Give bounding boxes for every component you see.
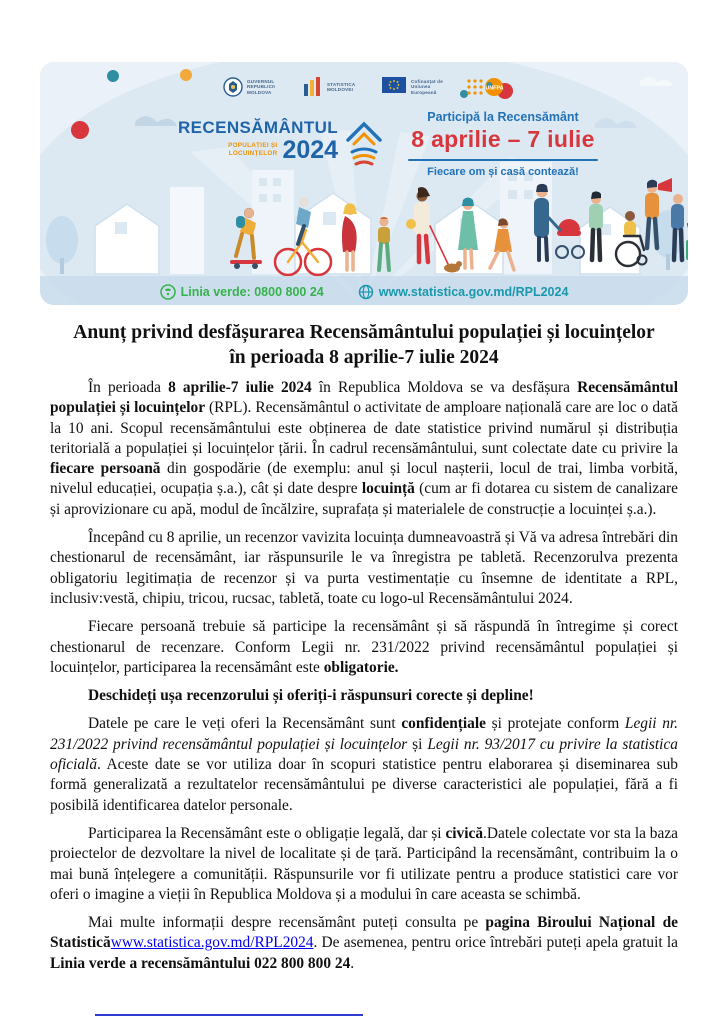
text-run: În perioada (88, 379, 169, 396)
eu-logo-label: Cofinanțat de Uniunea Europeană (411, 79, 443, 95)
government-emblem-icon (223, 77, 243, 97)
text-run: fiecare persoană (50, 460, 161, 478)
announcement-content (50, 320, 678, 974)
text-run: Datele pe care le veți oferi la Recensământ sunt (88, 715, 402, 733)
cta-divider (408, 159, 598, 161)
paragraphs-container (50, 378, 678, 974)
website-text[interactable]: www.statistica.gov.md/RPL2024 (378, 285, 569, 299)
text-run: . Aceste date se vor utiliza doar în scopuri statistice pentru elaborarea și diseminarea sub formă generalizată a rezultatelor recensământului pe diverse caracteristici ale populației, fără a fi posibilă identificarea datelor personale. (50, 756, 678, 814)
text-run: Recensământul populației și locuințelor (50, 379, 678, 417)
eu-flag-icon (381, 76, 407, 98)
paragraph-recenzor (50, 528, 678, 609)
text-run: și (407, 735, 428, 753)
paragraph-informatii (50, 913, 678, 974)
logo-unfpa (465, 76, 505, 98)
cta-date-range: 8 aprilie – 7 iulie (411, 126, 595, 152)
paragraph-indemn (50, 686, 678, 706)
hotline-text: Linia verde: 0800 800 24 (180, 285, 324, 299)
paragraph-confidentialitate (50, 714, 678, 815)
census-logo-title: RECENSĂMÂNTUL (178, 118, 339, 137)
text-run: 8 aprilie-7 iulie 2024 (168, 379, 312, 396)
text-run: Mai multe informații despre recensământ puteți consulta pe (88, 914, 486, 932)
title-line-1: Anunț privind desfășurarea Recensământului populației și locuințelor (73, 322, 655, 343)
text-run: pagina Biroului Național de Statistică (50, 914, 678, 952)
text-run: Fiecare persoană trebuie să participe la recensământ și să răspundă în întregime și corect chestionarul de recenzare. Conform Legii nr. 231/2022 privind recensământul populației și locuințelor, participarea la recensământ este (50, 618, 678, 676)
cta-participa: Participă la Recensământ (427, 110, 579, 124)
phone-icon (160, 284, 176, 300)
statistica-logo-label: STATISTICA MOLDOVEI (327, 81, 356, 92)
text-run: (RPL). Recensământul o activitate de amploare națională care are loc o dată la 10 ani. Scopul recensământului este obținerea de date statistice privind numărul și distribuția teritorială a populației și locuințelor țării. În cadrul recensământului, sunt colectate date cu privire la (50, 399, 678, 457)
text-run: (cum ar fi dotarea cu sistem de canalizare și aprovizionare cu apă, modul de încălzire, suprafața și materialele de construcție a locuinței ș.a.). (50, 480, 678, 518)
census-house-icon (342, 118, 386, 168)
text-run: în Republica Moldova se va desfășura (311, 379, 578, 396)
government-logo-label: GUVERNUL REPUBLICII MOLDOVA (247, 79, 276, 95)
census-logo-year: 2024 (282, 136, 339, 164)
text-run: și protejate conform (485, 715, 625, 733)
globe-icon (358, 284, 374, 300)
text-run: confidențiale (401, 715, 486, 733)
paragraph-obligatie (50, 617, 678, 678)
text-run: Linia verde a recensământului 022 800 800 24 (50, 954, 351, 972)
footer-rule (95, 1014, 363, 1016)
paragraph-civic (50, 824, 678, 905)
text-run: Legii nr. 231/2022 privind recensământul populației și locuințelor (50, 715, 679, 753)
logo-statistica-moldovei (301, 76, 361, 98)
text-run: .Datele colectate vor sta la baza proiectelor de dezvoltare la nivel de localitate și de țară. Participând la recensământ, contribuim la o mai bună înțelegere a comunității. Răspunsurile vor fi utilizate pentru a produce statistici care vor oferi o imagine a vieții în Republica Moldova și a modului în care aceasta se schimbă. (50, 824, 678, 903)
census-logo-subtitle: POPULAȚIEI ȘI LOCUINȚELOR (228, 142, 278, 158)
cta-slogan: Fiecare om și casă contează! (427, 166, 579, 178)
text-run: civică (445, 824, 484, 842)
text-run: din gospodărie (de exemplu: anul și locul nașterii, locul de trai, limba vorbită, nivelul educației, ocupația ș.a.), cât și date despre (50, 460, 678, 498)
statistica-rpl-link[interactable]: www.statistica.gov.md/RPL2024 (110, 934, 314, 952)
website-contact[interactable] (358, 284, 569, 300)
partner-logos (40, 67, 688, 107)
text-run: . (350, 954, 355, 972)
logo-guvernul-moldovei (223, 77, 281, 97)
unfpa-icon (465, 76, 505, 98)
title-line-2: în perioada 8 aprilie-7 iulie 2024 (229, 347, 499, 368)
text-run: Participarea la Recensământ este o obligație legală, dar și (88, 824, 446, 842)
logo-uniunea-europeana (381, 76, 445, 98)
text-run: Începând cu 8 aprilie, un recenzor vavizita locuința dumneavoastră și Vă va adresa întrebări din chestionarul de recensământ, iar răspunsurile le va înregistra pe tabletă. Recenzorulva prezenta obligatoriu legitimația de recenzor și va purta vestimentație cu însemne de identitate a RPL, inclusiv:vestă, chipiu, tricou, rucsac, tabletă, toate cu logo-ul Recensământului 2024. (50, 529, 678, 607)
text-run: Deschideți ușa recenzorului și oferiți-i răspunsuri corecte și depline! (88, 687, 534, 705)
unfpa-logo-label: UNFPA (485, 85, 504, 92)
cta-block (396, 110, 610, 178)
statistica-bars-icon (301, 76, 323, 98)
census-logo (178, 118, 386, 168)
text-run: locuință (361, 480, 415, 498)
banner-contacts (40, 284, 688, 300)
text-run: . De asemenea, pentru orice întrebări puteți apela gratuit la (313, 934, 678, 952)
text-run: obligatorie. (323, 658, 399, 676)
paragraph-intro (50, 378, 678, 520)
page-title (50, 320, 678, 370)
hotline-contact (160, 284, 324, 300)
text-run: Legii nr. 93/2017 cu privire la statistica oficială (50, 735, 678, 774)
census-banner (40, 62, 688, 305)
